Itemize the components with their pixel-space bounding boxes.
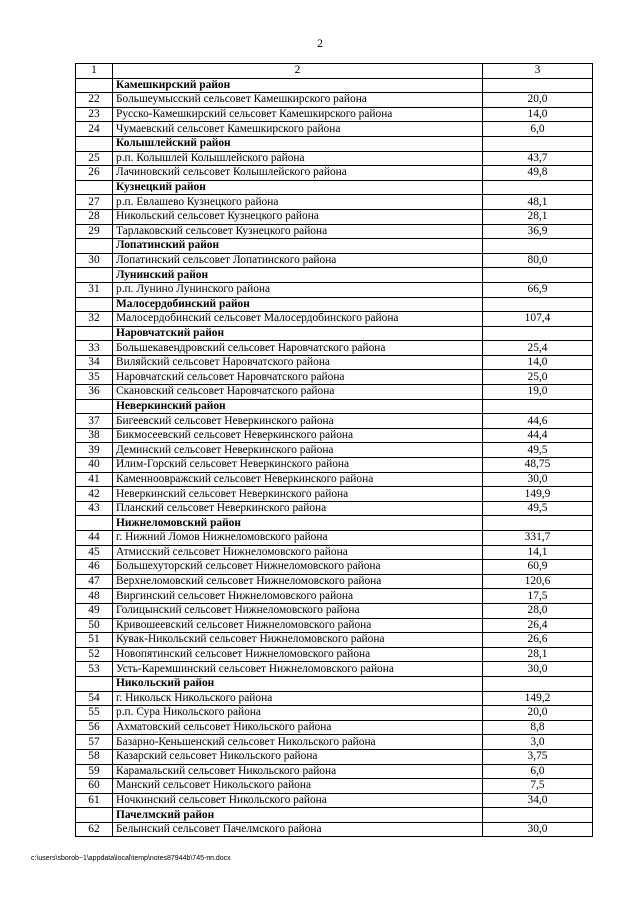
allocation-value: 26,6 bbox=[483, 633, 593, 648]
allocation-value: 3,75 bbox=[483, 749, 593, 764]
settlement-name: Ахматовский сельсовет Никольского района bbox=[113, 720, 483, 735]
table-row bbox=[76, 107, 593, 122]
allocation-value: 49,5 bbox=[483, 443, 593, 458]
settlement-name: Белынский сельсовет Пачелмского района bbox=[113, 822, 483, 837]
district-name: Нижнеломовский район bbox=[113, 516, 483, 531]
allocation-value: 49,5 bbox=[483, 501, 593, 516]
row-number: 59 bbox=[76, 764, 113, 779]
allocation-value: 28,1 bbox=[483, 209, 593, 224]
table-body bbox=[76, 78, 593, 837]
row-number: 46 bbox=[76, 560, 113, 575]
allocation-value: 44,6 bbox=[483, 414, 593, 429]
allocation-value: 28,1 bbox=[483, 647, 593, 662]
row-number: 38 bbox=[76, 428, 113, 443]
row-number: 36 bbox=[76, 385, 113, 400]
table-row bbox=[76, 195, 593, 210]
row-number: 57 bbox=[76, 735, 113, 750]
settlement-name: Большекавендровский сельсовет Наровчатского района bbox=[113, 341, 483, 356]
table-row bbox=[76, 735, 593, 750]
settlement-name: Виргинский сельсовет Нижнеломовского района bbox=[113, 589, 483, 604]
district-name: Колышлейский район bbox=[113, 136, 483, 151]
row-number: 35 bbox=[76, 370, 113, 385]
settlement-name: Тарлаковский сельсовет Кузнецкого района bbox=[113, 224, 483, 239]
allocation-value: 80,0 bbox=[483, 253, 593, 268]
allocation-value: 6,0 bbox=[483, 764, 593, 779]
settlement-name: Кривошеевский сельсовет Нижнеломовского района bbox=[113, 618, 483, 633]
row-number: 24 bbox=[76, 122, 113, 137]
allocation-value: 25,4 bbox=[483, 341, 593, 356]
table-row bbox=[76, 428, 593, 443]
row-number: 58 bbox=[76, 749, 113, 764]
table-row bbox=[76, 691, 593, 706]
allocation-value: 44,4 bbox=[483, 428, 593, 443]
table-row bbox=[76, 779, 593, 794]
district-value-cell bbox=[483, 399, 593, 414]
table-header-row bbox=[76, 64, 593, 79]
table-row bbox=[76, 603, 593, 618]
settlement-name: Манский сельсовет Никольского района bbox=[113, 779, 483, 794]
settlement-name: Чумаевский сельсовет Камешкирского района bbox=[113, 122, 483, 137]
table-row bbox=[76, 282, 593, 297]
table-row bbox=[76, 574, 593, 589]
page-number: 2 bbox=[317, 36, 323, 50]
table-row bbox=[76, 793, 593, 808]
row-number: 62 bbox=[76, 822, 113, 837]
settlement-name: Карамальский сельсовет Никольского района bbox=[113, 764, 483, 779]
row-number: 42 bbox=[76, 487, 113, 502]
row-number: 26 bbox=[76, 166, 113, 181]
district-num-cell bbox=[76, 268, 113, 283]
row-number: 60 bbox=[76, 779, 113, 794]
district-name: Никольский район bbox=[113, 676, 483, 691]
settlement-name: р.п. Колышлей Колышлейского района bbox=[113, 151, 483, 166]
settlement-name: Илим-Горский сельсовет Неверкинского района bbox=[113, 458, 483, 473]
district-name: Камешкирский район bbox=[113, 78, 483, 93]
settlement-name: Казарский сельсовет Никольского района bbox=[113, 749, 483, 764]
table-row bbox=[76, 151, 593, 166]
allocation-value: 20,0 bbox=[483, 706, 593, 721]
table-row bbox=[76, 749, 593, 764]
table-row bbox=[76, 531, 593, 546]
settlement-name: Усть-Каремшинский сельсовет Нижнеломовского района bbox=[113, 662, 483, 677]
table-row bbox=[76, 312, 593, 327]
district-num-cell bbox=[76, 676, 113, 691]
settlement-name: Бикмосеевский сельсовет Неверкинского района bbox=[113, 428, 483, 443]
settlement-name: р.п. Евлашево Кузнецкого района bbox=[113, 195, 483, 210]
table-row bbox=[76, 370, 593, 385]
row-number: 48 bbox=[76, 589, 113, 604]
settlement-name: Большехуторский сельсовет Нижнеломовского района bbox=[113, 560, 483, 575]
allocation-value: 49,8 bbox=[483, 166, 593, 181]
district-name: Наровчатский район bbox=[113, 326, 483, 341]
settlement-name: г. Нижний Ломов Нижнеломовского района bbox=[113, 531, 483, 546]
settlement-name: Базарно-Кеньшенский сельсовет Никольского района bbox=[113, 735, 483, 750]
allocation-value: 43,7 bbox=[483, 151, 593, 166]
table-row bbox=[76, 501, 593, 516]
row-number: 45 bbox=[76, 545, 113, 560]
allocation-value: 30,0 bbox=[483, 472, 593, 487]
settlement-name: Лопатинский сельсовет Лопатинского района bbox=[113, 253, 483, 268]
column-header-2: 2 bbox=[113, 64, 483, 79]
allocation-value: 149,9 bbox=[483, 487, 593, 502]
settlement-name: Голицынский сельсовет Нижнеломовского района bbox=[113, 603, 483, 618]
table-row bbox=[76, 166, 593, 181]
allocation-value: 20,0 bbox=[483, 93, 593, 108]
district-header-row bbox=[76, 268, 593, 283]
table-row bbox=[76, 487, 593, 502]
district-value-cell bbox=[483, 808, 593, 823]
allocation-value: 66,9 bbox=[483, 282, 593, 297]
settlement-name: Новопятинский сельсовет Нижнеломовского района bbox=[113, 647, 483, 662]
row-number: 23 bbox=[76, 107, 113, 122]
table-row bbox=[76, 764, 593, 779]
table-row bbox=[76, 224, 593, 239]
table-row bbox=[76, 414, 593, 429]
district-num-cell bbox=[76, 326, 113, 341]
row-number: 32 bbox=[76, 312, 113, 327]
table-row bbox=[76, 253, 593, 268]
district-header-row bbox=[76, 676, 593, 691]
row-number: 53 bbox=[76, 662, 113, 677]
allocation-value: 14,0 bbox=[483, 107, 593, 122]
district-name: Лопатинский район bbox=[113, 239, 483, 254]
table-row bbox=[76, 618, 593, 633]
row-number: 22 bbox=[76, 93, 113, 108]
settlement-name: Наровчатский сельсовет Наровчатского района bbox=[113, 370, 483, 385]
file-path-footer: c:\users\sborob~1\appdata\local\temp\notes87944b\745-пп.docx bbox=[31, 855, 231, 862]
row-number: 52 bbox=[76, 647, 113, 662]
table-row bbox=[76, 589, 593, 604]
allocation-value: 3,0 bbox=[483, 735, 593, 750]
table-row bbox=[76, 633, 593, 648]
district-num-cell bbox=[76, 239, 113, 254]
row-number: 44 bbox=[76, 531, 113, 546]
settlement-name: Неверкинский сельсовет Неверкинского района bbox=[113, 487, 483, 502]
district-value-cell bbox=[483, 516, 593, 531]
settlement-name: г. Никольск Никольского района bbox=[113, 691, 483, 706]
settlement-name: Бигеевский сельсовет Неверкинского района bbox=[113, 414, 483, 429]
row-number: 54 bbox=[76, 691, 113, 706]
district-value-cell bbox=[483, 180, 593, 195]
allocation-table bbox=[75, 63, 593, 837]
district-header-row bbox=[76, 516, 593, 531]
allocation-value: 28,0 bbox=[483, 603, 593, 618]
table-row bbox=[76, 443, 593, 458]
allocation-value: 6,0 bbox=[483, 122, 593, 137]
allocation-value: 60,9 bbox=[483, 560, 593, 575]
district-name: Малосердобинский район bbox=[113, 297, 483, 312]
allocation-value: 331,7 bbox=[483, 531, 593, 546]
allocation-value: 14,0 bbox=[483, 355, 593, 370]
district-value-cell bbox=[483, 136, 593, 151]
settlement-name: Русско-Камешкирский сельсовет Камешкирского района bbox=[113, 107, 483, 122]
row-number: 50 bbox=[76, 618, 113, 633]
settlement-name: Виляйский сельсовет Наровчатского района bbox=[113, 355, 483, 370]
allocation-value: 120,6 bbox=[483, 574, 593, 589]
district-num-cell bbox=[76, 180, 113, 195]
row-number: 28 bbox=[76, 209, 113, 224]
district-header-row bbox=[76, 297, 593, 312]
district-num-cell bbox=[76, 136, 113, 151]
table-row bbox=[76, 209, 593, 224]
table-row bbox=[76, 647, 593, 662]
row-number: 49 bbox=[76, 603, 113, 618]
settlement-name: Планский сельсовет Неверкинского района bbox=[113, 501, 483, 516]
settlement-name: Большеумысский сельсовет Камешкирского района bbox=[113, 93, 483, 108]
settlement-name: Верхнеломовский сельсовет Нижнеломовского района bbox=[113, 574, 483, 589]
table-row bbox=[76, 662, 593, 677]
district-header-row bbox=[76, 808, 593, 823]
allocation-value: 17,5 bbox=[483, 589, 593, 604]
allocation-value: 7,5 bbox=[483, 779, 593, 794]
row-number: 29 bbox=[76, 224, 113, 239]
district-value-cell bbox=[483, 676, 593, 691]
table-row bbox=[76, 385, 593, 400]
allocation-value: 48,75 bbox=[483, 458, 593, 473]
row-number: 30 bbox=[76, 253, 113, 268]
row-number: 37 bbox=[76, 414, 113, 429]
table-row bbox=[76, 720, 593, 735]
settlement-name: Никольский сельсовет Кузнецкого района bbox=[113, 209, 483, 224]
district-header-row bbox=[76, 399, 593, 414]
allocation-value: 8,8 bbox=[483, 720, 593, 735]
district-name: Кузнецкий район bbox=[113, 180, 483, 195]
district-name: Лунинский район bbox=[113, 268, 483, 283]
allocation-value: 36,9 bbox=[483, 224, 593, 239]
column-header-1: 1 bbox=[76, 64, 113, 79]
allocation-value: 25,0 bbox=[483, 370, 593, 385]
settlement-name: Деминский сельсовет Неверкинского района bbox=[113, 443, 483, 458]
district-num-cell bbox=[76, 78, 113, 93]
table-row bbox=[76, 341, 593, 356]
table-row bbox=[76, 560, 593, 575]
settlement-name: Скановский сельсовет Наровчатского района bbox=[113, 385, 483, 400]
row-number: 56 bbox=[76, 720, 113, 735]
row-number: 40 bbox=[76, 458, 113, 473]
district-value-cell bbox=[483, 326, 593, 341]
allocation-value: 30,0 bbox=[483, 822, 593, 837]
row-number: 27 bbox=[76, 195, 113, 210]
table-row bbox=[76, 355, 593, 370]
settlement-name: р.п. Лунино Лунинского района bbox=[113, 282, 483, 297]
table-row bbox=[76, 822, 593, 837]
table-row bbox=[76, 458, 593, 473]
district-name: Пачелмский район bbox=[113, 808, 483, 823]
district-name: Неверкинский район bbox=[113, 399, 483, 414]
district-num-cell bbox=[76, 516, 113, 531]
district-num-cell bbox=[76, 808, 113, 823]
district-header-row bbox=[76, 180, 593, 195]
district-value-cell bbox=[483, 297, 593, 312]
row-number: 34 bbox=[76, 355, 113, 370]
settlement-name: Кувак-Никольский сельсовет Нижнеломовского района bbox=[113, 633, 483, 648]
settlement-name: Ночкинский сельсовет Никольского района bbox=[113, 793, 483, 808]
row-number: 39 bbox=[76, 443, 113, 458]
district-header-row bbox=[76, 136, 593, 151]
district-num-cell bbox=[76, 297, 113, 312]
district-num-cell bbox=[76, 399, 113, 414]
district-header-row bbox=[76, 326, 593, 341]
allocation-value: 48,1 bbox=[483, 195, 593, 210]
allocation-value: 107,4 bbox=[483, 312, 593, 327]
table-row bbox=[76, 122, 593, 137]
allocation-value: 14,1 bbox=[483, 545, 593, 560]
table-row bbox=[76, 706, 593, 721]
settlement-name: Атмисский сельсовет Нижнеломовского района bbox=[113, 545, 483, 560]
row-number: 51 bbox=[76, 633, 113, 648]
table-row bbox=[76, 545, 593, 560]
row-number: 31 bbox=[76, 282, 113, 297]
row-number: 61 bbox=[76, 793, 113, 808]
allocation-value: 34,0 bbox=[483, 793, 593, 808]
row-number: 25 bbox=[76, 151, 113, 166]
settlement-name: Малосердобинский сельсовет Малосердобинского района bbox=[113, 312, 483, 327]
district-header-row bbox=[76, 78, 593, 93]
row-number: 55 bbox=[76, 706, 113, 721]
allocation-value: 19,0 bbox=[483, 385, 593, 400]
district-header-row bbox=[76, 239, 593, 254]
allocation-value: 30,0 bbox=[483, 662, 593, 677]
settlement-name: Лачиновский сельсовет Колышлейского района bbox=[113, 166, 483, 181]
row-number: 33 bbox=[76, 341, 113, 356]
table-row bbox=[76, 472, 593, 487]
allocation-value: 149,2 bbox=[483, 691, 593, 706]
table-row bbox=[76, 93, 593, 108]
district-value-cell bbox=[483, 239, 593, 254]
allocation-value: 26,4 bbox=[483, 618, 593, 633]
settlement-name: р.п. Сура Никольского района bbox=[113, 706, 483, 721]
row-number: 43 bbox=[76, 501, 113, 516]
settlement-name: Каменноовражский сельсовет Неверкинского района bbox=[113, 472, 483, 487]
row-number: 47 bbox=[76, 574, 113, 589]
district-value-cell bbox=[483, 78, 593, 93]
row-number: 41 bbox=[76, 472, 113, 487]
district-value-cell bbox=[483, 268, 593, 283]
column-header-3: 3 bbox=[483, 64, 593, 79]
